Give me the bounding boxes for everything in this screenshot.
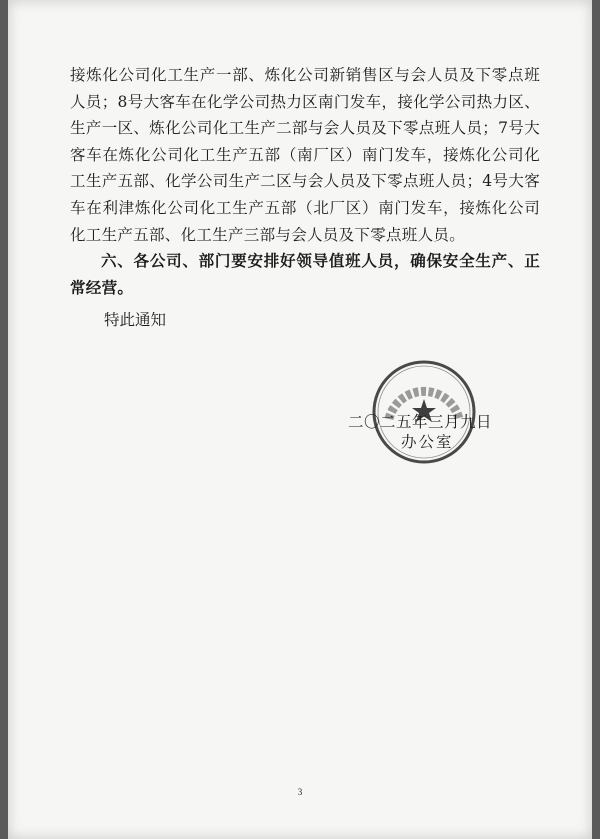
issuing-office: 办公室 xyxy=(401,433,454,451)
body-paragraph: 接炼化公司化工生产一部、炼化公司新销售区与会人员及下零点班人员；8号大客车在化学公司热力区南门发车，接化学公司热力区、生产一区、炼化公司化工生产二部与会人员及下零点班人员；7号大客车在炼化公司化工生产五部（南厂区）南门发车，接炼化公司化工生产五部、化学公司生产二区与会人员及下零点班人员；4号大客车在利津炼化公司化工生产五部（北厂区）南门发车，接炼化公司化工生产五部、化工生产三部与会人员及下零点班人员。 xyxy=(70,66,540,244)
document-body xyxy=(70,62,540,301)
document-date: 二〇二五年三月九日 xyxy=(348,413,493,431)
document-page xyxy=(8,0,592,839)
body-paragraph-item-six: 六、各公司、部门要安排好领导值班人员，确保安全生产、正常经营。 xyxy=(70,251,540,297)
closing-phrase: 特此通知 xyxy=(104,311,167,329)
page-number: 3 xyxy=(297,787,303,797)
